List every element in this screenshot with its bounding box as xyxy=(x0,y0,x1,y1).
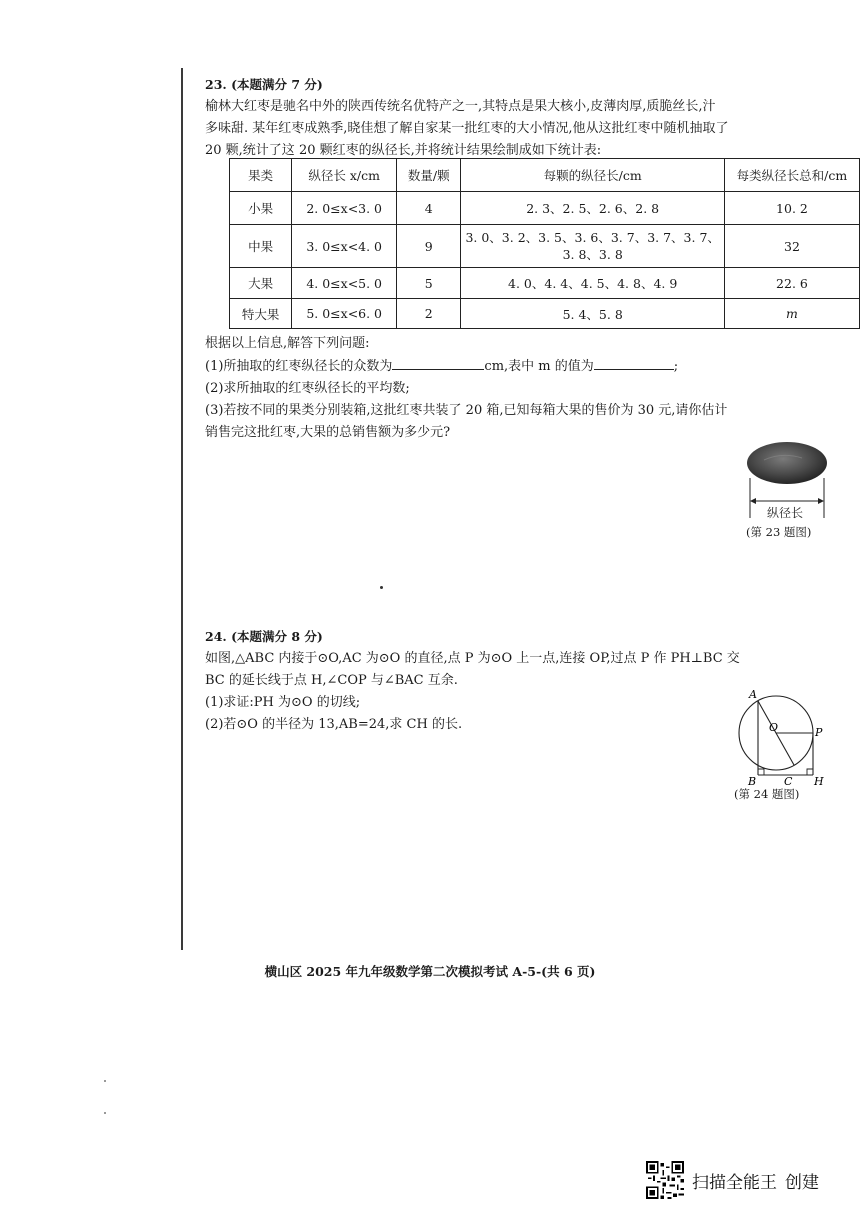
table-cell: 5. 4、5. 8 xyxy=(461,299,724,329)
scanner-watermark xyxy=(646,1160,827,1200)
table-cell-multiline xyxy=(461,225,724,268)
table-header-cell: 每类纵径长总和/cm xyxy=(724,159,859,192)
question-23-part-2: (2)求所抽取的红枣纵径长的平均数; xyxy=(205,381,410,396)
question-23-parts xyxy=(205,333,830,444)
jujube-stats-table xyxy=(229,158,860,329)
question-24-header: 24. (本题满分 8 分) xyxy=(205,629,323,644)
question-23-part-1 xyxy=(205,355,830,378)
table-header-cell: 数量/颗 xyxy=(397,159,461,192)
question-24-intro-line: BC 的延长线于点 H,∠COP 与∠BAC 互余. xyxy=(205,673,458,688)
table-cell: 小果 xyxy=(230,192,292,225)
table-cell: 2. 0≤x<3. 0 xyxy=(292,192,397,225)
part-1-text-a: (1)所抽取的红枣纵径长的众数为 xyxy=(205,359,393,374)
circle-diagram xyxy=(726,688,826,788)
table-cell: 32 xyxy=(724,225,859,268)
table-header-row xyxy=(230,159,860,192)
table-cell: 4. 0、4. 4、4. 5、4. 8、4. 9 xyxy=(461,268,724,299)
table-cell: 2 xyxy=(397,299,461,329)
question-23-part-3-line: 销售完这批红枣,大果的总销售额为多少元? xyxy=(205,425,451,440)
point-label-h: H xyxy=(814,775,824,788)
figure-24-geometry xyxy=(726,688,826,803)
table-cell: 大果 xyxy=(230,268,292,299)
table-cell: 10. 2 xyxy=(724,192,859,225)
lengths-line: 3. 8、3. 8 xyxy=(562,247,623,262)
answer-blank-m[interactable] xyxy=(594,355,674,370)
table-cell: 5 xyxy=(397,268,461,299)
table-cell: 2. 3、2. 5、2. 6、2. 8 xyxy=(461,192,724,225)
answer-blank-mode[interactable] xyxy=(392,355,484,370)
table-cell: 4. 0≤x<5. 0 xyxy=(292,268,397,299)
table-row xyxy=(230,192,860,225)
question-24-part-1: (1)求证:PH 为⊙O 的切线; xyxy=(205,695,361,710)
table-row xyxy=(230,225,860,268)
table-cell: 中果 xyxy=(230,225,292,268)
point-label-p: P xyxy=(815,726,823,739)
watermark-action: 创建 xyxy=(785,1172,819,1193)
figure-23-caption: (第 23 题图) xyxy=(746,525,812,539)
table-row xyxy=(230,299,860,329)
watermark-app-name: 扫描全能王 xyxy=(692,1172,777,1193)
page-footer: 横山区 2025 年九年级数学第二次模拟考试 A-5-(共 6 页) xyxy=(264,964,596,979)
question-23 xyxy=(205,74,830,162)
intro-line: 榆林大红枣是驰名中外的陕西传统名优特产之一,其特点是果大核小,皮薄肉厚,质脆丝长,汁 xyxy=(205,99,716,114)
question-24-part-2: (2)若⊙O 的半径为 13,AB=24,求 CH 的长. xyxy=(205,717,463,732)
lengths-line: 3. 0、3. 2、3. 5、3. 6、3. 7、3. 7、3. 7、 xyxy=(465,230,720,245)
question-23-header: 23. (本题满分 7 分) xyxy=(205,77,323,92)
table-cell: m xyxy=(724,299,859,329)
figure-24-caption: (第 24 题图) xyxy=(734,787,800,801)
figure-23-jujube xyxy=(742,438,832,548)
table-cell: 9 xyxy=(397,225,461,268)
question-23-part-3-line: (3)若按不同的果类分别装箱,这批红枣共装了 20 箱,已知每箱大果的售价为 30 元,请你估计 xyxy=(205,403,728,418)
question-23-intro xyxy=(205,96,830,162)
table-cell: 22. 6 xyxy=(724,268,859,299)
intro-line: 多味甜. 某年红枣成熟季,晓佳想了解自家某一批红枣的大小情况,他从这批红枣中随机抽取了 xyxy=(205,121,729,136)
table-header-cell: 每颗的纵径长/cm xyxy=(461,159,724,192)
binding-margin-line xyxy=(181,68,183,950)
table-cell: 4 xyxy=(397,192,461,225)
question-23-prompt: 根据以上信息,解答下列问题: xyxy=(205,336,370,351)
stray-dot xyxy=(380,586,383,589)
table-header-cell: 纵径长 x/cm xyxy=(292,159,397,192)
part-1-text-b: cm,表中 m 的值为 xyxy=(484,359,594,374)
table-cell: 5. 0≤x<6. 0 xyxy=(292,299,397,329)
table-cell: 3. 0≤x<4. 0 xyxy=(292,225,397,268)
intro-line: 20 颗,统计了这 20 颗红枣的纵径长,并将统计结果绘制成如下统计表: xyxy=(205,143,602,158)
table-header-cell: 果类 xyxy=(230,159,292,192)
table-cell: 特大果 xyxy=(230,299,292,329)
qr-code-icon xyxy=(646,1161,684,1199)
figure-23-label: 纵径长 xyxy=(767,506,804,520)
table-row xyxy=(230,268,860,299)
watermark-text xyxy=(692,1168,827,1193)
point-label-a: A xyxy=(749,688,757,701)
point-label-c: C xyxy=(784,775,793,788)
scan-speck xyxy=(104,1112,106,1114)
part-1-text-c: ; xyxy=(673,359,679,374)
scan-speck xyxy=(104,1080,106,1082)
point-label-b: B xyxy=(748,775,757,788)
question-24-intro-line: 如图,△ABC 内接于⊙O,AC 为⊙O 的直径,点 P 为⊙O 上一点,连接 OP,过点 P 作 PH⊥BC 交 xyxy=(205,651,740,666)
point-label-o: O xyxy=(769,721,779,734)
